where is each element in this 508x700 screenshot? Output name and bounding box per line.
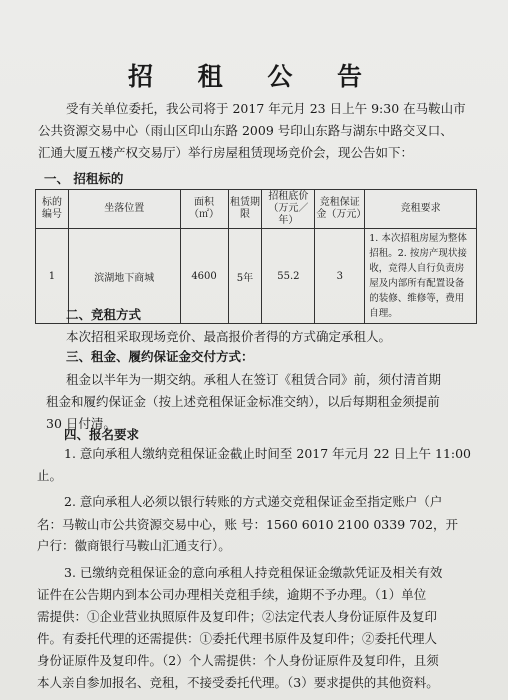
section-4-line-11: 本人亲自参加报名、竞租，不接受委托代理。（3）要求提供的其他资料。 [37,675,439,690]
section-3-line-1: 租金以半年为一期交纳。承租人在签订《租赁合同》前，须付清首期 [66,372,442,387]
cell-term: 5年 [228,229,262,324]
section-4-line-4: 名：马鞍山市公共资源交易中心，账 号：1560 6010 2100 0339 702，开 [37,517,458,532]
section-4-line-10: 身份证原件及复印件。（2）个人需提供：个人身份证原件及复印件，且须 [37,653,439,668]
section-4-line-8: 需提供：①企业营业执照原件及复印件；②法定代表人身份证原件及复印 [37,609,438,624]
header-lot-number: 标的编号 [36,190,69,229]
section-3-line-3: 30 日付清。 [46,416,116,431]
intro-line-2: 公共资源交易中心（雨山区印山东路 2009 号印山东路与湖东中路交叉口、 [38,123,453,138]
section-1-heading: 一、 招租标的 [44,171,124,186]
header-reserve-price: 招租底价（万元／年） [262,190,315,229]
section-4-line-1: 1. 意向承租人缴纳竞租保证金截止时间至 2017 年元月 22 日上午 11:00 [64,446,472,461]
table-header-row [36,190,477,229]
bid-table [35,189,477,324]
section-4-line-3: 2. 意向承租人必须以银行转账的方式递交竞租保证金至指定账户（户 [64,494,443,509]
section-4-line-2: 止。 [37,468,63,483]
section-4-line-9: 件。有委托代理的还需提供：①委托代理书原件及复印件；②委托代理人 [37,631,438,646]
intro-line-1: 受有关单位委托，我公司将于 2017 年元月 23 日上午 9:30 在马鞍山市 [66,101,466,116]
section-4-line-7: 证件在公告期内到本公司办理相关竞租手续，逾期不予办理。（1）单位 [37,587,427,602]
intro-line-3: 汇通大厦五楼产权交易厅）举行房屋租赁现场竞价会，现公告如下： [38,145,414,160]
section-4-heading: 四、报名要求 [64,427,140,442]
page-title: 招 租 公 告 [127,62,381,91]
section-3-heading: 三、租金、履约保证金交付方式： [66,349,254,364]
header-location: 坐落位置 [68,190,180,229]
header-area: 面积（㎡） [180,190,228,229]
cell-lot-number: 1 [36,229,69,324]
cell-deposit: 3 [315,229,365,324]
header-requirements: 竞租要求 [365,190,477,229]
cell-requirements: 1. 本次招租房屋为整体招租。2. 按房产现状接收，竞得人自行负责房屋及内部所有配置设备的装修、维修等，费用自理。 [365,229,477,324]
section-4-line-6: 3. 已缴纳竞租保证金的意向承租人持竞租保证金缴款凭证及相关有效 [64,565,443,580]
header-term: 租赁期限 [228,190,262,229]
header-deposit: 竞租保证金（万元） [315,190,365,229]
section-2-heading: 二、竞租方式 [66,307,142,322]
cell-reserve-price: 55.2 [262,229,315,324]
cell-location: 滨湖地下商城 [68,229,180,324]
section-4-line-5: 户行：徽商银行马鞍山汇通支行）。 [37,538,231,553]
cell-area: 4600 [180,229,228,324]
section-3-line-2: 租金和履约保证金（按上述竞租保证金标准交纳），以后每期租金须提前 [46,394,440,409]
section-2-text: 本次招租采取现场竞价、最高报价者得的方式确定承租人。 [66,329,392,344]
